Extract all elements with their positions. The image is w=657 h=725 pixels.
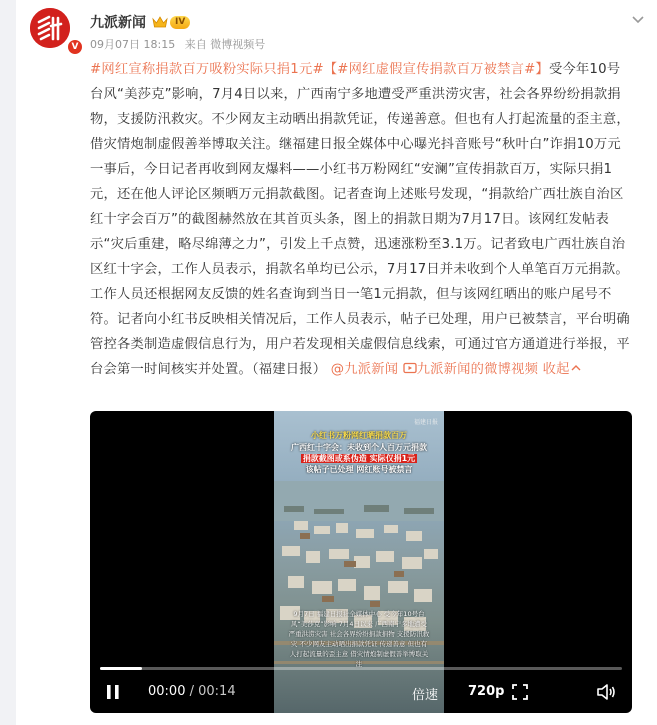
video-controls (90, 665, 632, 713)
quality-button[interactable]: 720p (468, 684, 505, 699)
hashtag-link[interactable]: #网红宣称捐款百万吸粉实际只捐1元# (90, 62, 324, 77)
video-watermark: 福建日报 (413, 419, 438, 426)
video-caption-highlight: 捐款截图或系伪造 实际仅捐1元 (302, 454, 416, 463)
progress-bar[interactable] (100, 667, 622, 670)
logo-icon (30, 8, 70, 48)
hashtag-link[interactable]: 【#网红虚假宣传捐款百万被禁言#】 (323, 62, 549, 77)
user-name-row (90, 12, 190, 32)
speed-button[interactable]: 倍速 (412, 688, 439, 703)
level-badge[interactable]: IV (170, 16, 190, 29)
video-caption: 广西红十字会：未收到个人百万元捐款 (291, 443, 427, 452)
video-caption: 该帖子已处理 网红账号被禁言 (305, 465, 413, 474)
video-link-label: 九派新闻的微博视频 (416, 362, 539, 377)
avatar[interactable] (30, 8, 79, 52)
video-link[interactable] (403, 362, 538, 377)
verified-badge: V (66, 38, 84, 56)
video-subtitle: 9月7日 福建日报社全媒体中心 受今年10号台风“美莎克”影响 7月4日以来 广西南宁多地遭受严重洪涝灾害 社会各界纷纷捐款捐物 支援防汛救灾 不少网友主动晒出捐款凭证 传递善意 但也有人打起流量的歪主意 借灾情炮制虚假善举博取关注 (288, 610, 430, 668)
collapse-label: 收起 (542, 362, 570, 377)
video-link-icon (403, 362, 417, 374)
video-caption (274, 453, 444, 464)
chevron-up-icon (570, 363, 582, 373)
time-display (148, 684, 236, 699)
post-text (90, 57, 631, 382)
post-date[interactable]: 09月07日 18:15 (90, 38, 176, 51)
total-time: / 00:14 (189, 684, 236, 699)
post-meta (90, 36, 271, 52)
progress-fill (100, 667, 142, 670)
mention-link[interactable]: @九派新闻 (330, 362, 399, 377)
current-time: 00:00 (148, 684, 186, 699)
username[interactable]: 九派新闻 (90, 15, 146, 31)
crown-icon (152, 15, 168, 29)
weibo-post-card (16, 0, 657, 725)
pause-icon[interactable] (104, 683, 122, 701)
chevron-down-icon[interactable] (631, 12, 645, 26)
post-body: 受今年10号台风“美莎克”影响，7月4日以来，广西南宁多地遭受严重洪涝灾害，社会各界纷纷捐款捐物，支援防汛救灾。不少网友主动晒出捐款凭证，传递善意。但也有人打起流量的歪主意，借灾情炮制虚假善举博取关注。继福建日报全媒体中心曝光抖音账号“秋叶白”诈捐10万元一事后，今日记者再收到网友爆料——小红书万粉网红“安澜”宣传捐款百万，实际只捐1元，还在他人评论区频晒万元捐款截图。记者查询上述账号发现，“捐款给广西壮族自治区红十字会百万”的截图赫然放在其首页头条，图上的捐款日期为7月17日。该网红发帖表示“灾后重建，略尽绵薄之力”，引发上千点赞，迅速涨粉至3.1万。记者致电广西壮族自治区红十字会，工作人员表示，捐款名单均已公示，7月17日并未收到个人单笔百万元捐款。工作人员还根据网友反馈的姓名查询到当日一笔1元捐款，但与该网红晒出的账户尾号不符。记者向小红书反映相关情况后，工作人员表示，帖子已处理，用户已被禁言，平台明确管控各类制造虚假信息行为，用户若发现相关虚假信息线索，可通过官方通道进行举报，平台会第一时间核实并处置。（福建日报） (90, 62, 630, 377)
video-caption: 小红书万粉网红晒捐款百万 (311, 431, 407, 440)
post-source: 来自 微博视频号 (184, 38, 266, 51)
volume-icon[interactable] (596, 683, 616, 701)
fullscreen-icon[interactable] (512, 684, 528, 700)
video-player[interactable] (90, 411, 632, 713)
collapse-button[interactable] (543, 362, 582, 377)
